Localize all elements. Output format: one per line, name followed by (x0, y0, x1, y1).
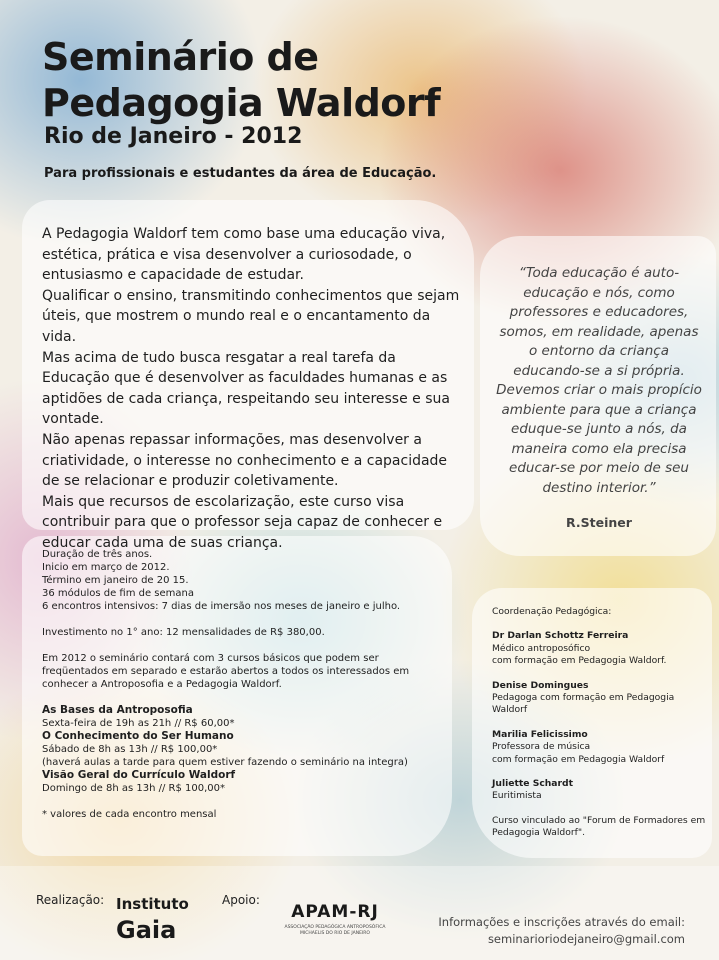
coordination (492, 606, 707, 840)
course-note: (haverá aulas a tarde para quem estiver fazendo o seminário na integra) (42, 757, 408, 768)
coordinator-role: Pedagoga com formação em Pedagogia Waldorf (492, 692, 675, 716)
quote-author: R.Steiner (566, 515, 632, 530)
coordinator-role: Euritimista (492, 790, 542, 802)
end-date: Término em janeiro de 20 15. (42, 575, 189, 586)
duration: Duração de três anos. (42, 549, 153, 560)
subtitle: Rio de Janeiro - 2012 (44, 124, 303, 149)
intro-paragraph: Não apenas repassar informações, mas desenvolver a criatividade, o interesse no conhecimento e a capacidade de se relacionar e produzir coletivamente. (42, 431, 448, 490)
course-details (42, 548, 442, 821)
page-title (42, 34, 440, 126)
apam-logo-text: APAM-RJ (291, 902, 379, 922)
intensive-meetings: 6 encontros intensivos: 7 dias de imersão nos meses de janeiro e julho. (42, 601, 401, 612)
title-line-2: Pedagogia Waldorf (42, 81, 441, 125)
start-date: Inicio em março de 2012. (42, 562, 170, 573)
footnote: * valores de cada encontro mensal (42, 809, 217, 820)
coordinator-name: Juliette Schardt (492, 778, 574, 790)
instituto-gaia-logo (116, 892, 189, 942)
course-title: As Bases da Antroposofia (42, 704, 193, 716)
gaia-logo-line-1: Instituto (116, 895, 189, 913)
investment: Investimento no 1° ano: 12 mensalidades de R$ 380,00. (42, 627, 325, 638)
coordinator-name: Denise Domingues (492, 679, 589, 691)
coordination-heading: Coordenação Pedagógica: (492, 606, 612, 617)
title-line-1: Seminário de (42, 35, 319, 79)
intro-paragraph: A Pedagogia Waldorf tem como base uma educação viva, estética, prática e visa desenvolver a curiosodade, o entusiasmo e capacidade de estudar. (42, 226, 446, 284)
gaia-logo-line-2: Gaia (116, 916, 177, 944)
contact-info (438, 914, 685, 948)
course-info: Sábado de 8h as 13h // R$ 100,00* (42, 744, 218, 755)
coordinator-role: com formação em Pedagogia Waldorf (492, 753, 665, 765)
coordinator-role: Professora de música (492, 741, 591, 753)
course-info: Sexta-feira de 19h as 21h // R$ 60,00* (42, 718, 235, 729)
forum-note: Curso vinculado ao "Forum de Formadores em Pedagogia Waldorf". (492, 814, 706, 839)
coordinator-name: Marilia Felicissimo (492, 728, 588, 740)
course-title: Visão Geral do Currículo Waldorf (42, 769, 236, 781)
audience-line: Para profissionais e estudantes da área de Educação. (44, 166, 437, 181)
course-info: Domingo de 8h as 13h // R$ 100,00* (42, 783, 226, 794)
coordinator-role: com formação em Pedagogia Waldorf. (492, 655, 667, 667)
intro-paragraph: Qualificar o ensino, transmitindo conhecimentos que sejam úteis, que mostrem o mundo real e o encantamento da vida. (42, 287, 460, 345)
contact-label: Informações e inscrições através do email: (438, 915, 685, 929)
realizacao-label: Realização: (36, 893, 105, 907)
coordinator-name: Dr Darlan Schottz Ferreira (492, 630, 629, 642)
course-title: O Conhecimento do Ser Humano (42, 730, 234, 742)
apoio-label: Apoio: (222, 893, 260, 907)
courses-intro: Em 2012 o seminário contará com 3 cursos básicos que podem ser freqüentados em separado e estarão abertos a todos os interessados em conhecer a Antroposofia e a Pedagogia Waldorf. (42, 653, 410, 690)
coordinator-role: Médico antroposófico (492, 642, 591, 654)
apam-rj-logo (280, 902, 390, 936)
intro-paragraph: Mais que recursos de escolarização, este curso visa contribuir para que o professor seja capaz de conhecer e educar cada uma de suas criança. (42, 493, 443, 551)
contact-email[interactable]: seminarioriodejaneiro@gmail.com (487, 932, 685, 946)
modules: 36 módulos de fim de semana (42, 588, 195, 599)
intro-text (42, 224, 462, 554)
intro-paragraph: Mas acima de tudo busca resgatar a real tarefa da Educação que é desenvolver as faculdades humanas e as aptidões de cada criança, respeitando seu interesse e sua vontade. (42, 349, 450, 428)
apam-logo-subtext: ASSOCIAÇÃO PEDAGÓGICA ANTROPOSÓFICA MICHAELIS DO RIO DE JANEIRO (284, 925, 386, 936)
steiner-quote: “Toda educação é auto-educação e nós, como professores e educadores, somos, em realidade, apenas o entorno da criança educando-se a si própria. Devemos criar o mais propício ambiente para que a criança eduque-se junto a nós, da maneira como ela precisa educar-se por meio de seu destino interior.” (496, 265, 702, 496)
